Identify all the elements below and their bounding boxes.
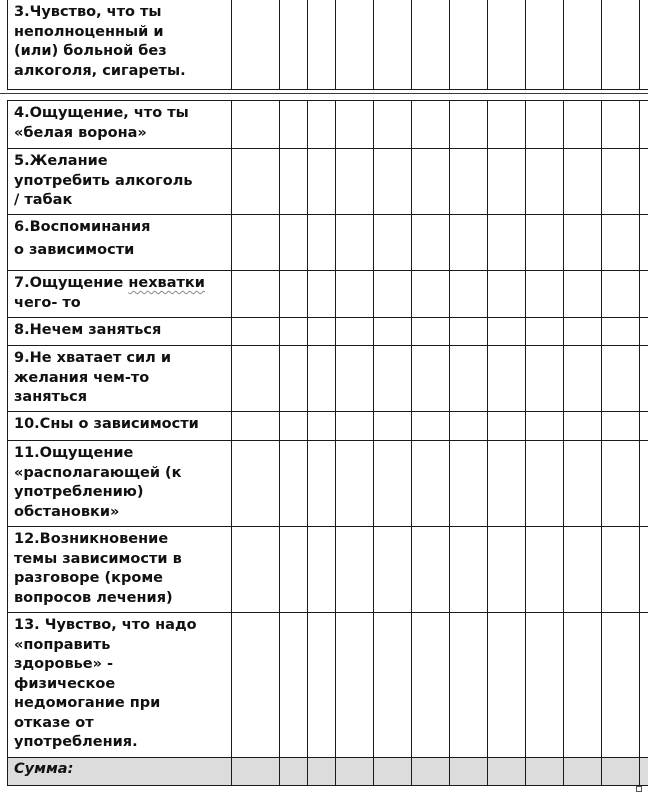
score-cell[interactable]	[640, 412, 648, 441]
score-cell[interactable]	[526, 613, 564, 758]
score-cell[interactable]	[450, 441, 488, 527]
table-row	[8, 271, 648, 318]
score-cell[interactable]	[640, 215, 648, 271]
sum-cell[interactable]	[450, 758, 488, 786]
score-cell[interactable]	[450, 215, 488, 271]
score-cell[interactable]	[336, 613, 374, 758]
score-cell[interactable]	[374, 215, 412, 271]
score-cell[interactable]	[308, 318, 336, 346]
score-cell[interactable]	[336, 346, 374, 412]
score-cell[interactable]	[280, 215, 308, 271]
score-cell[interactable]	[526, 149, 564, 215]
score-cell[interactable]	[602, 346, 640, 412]
spellcheck-flagged-word: нехватки	[128, 275, 205, 291]
score-cell[interactable]	[640, 346, 648, 412]
score-cell[interactable]	[564, 271, 602, 318]
score-cell[interactable]	[232, 527, 280, 613]
sum-cell[interactable]	[374, 758, 412, 786]
score-cell[interactable]	[526, 271, 564, 318]
sum-cell[interactable]	[280, 758, 308, 786]
score-cell[interactable]	[564, 441, 602, 527]
score-cell[interactable]	[412, 149, 450, 215]
score-cell[interactable]	[602, 215, 640, 271]
row-label-4: 4.Ощущение, что ты «белая ворона»	[8, 101, 232, 149]
row-label-13: 13. Чувство, что надо «поправить здоровье» - физическое недомогание при отказе от употребления.	[8, 613, 232, 758]
score-table-top	[7, 0, 648, 90]
score-cell[interactable]	[564, 527, 602, 613]
score-cell[interactable]	[412, 441, 450, 527]
row-label-5: 5.Желание употребить алкоголь / табак	[8, 149, 232, 215]
score-cell[interactable]	[308, 346, 336, 412]
score-cell[interactable]	[564, 215, 602, 271]
row-label-11: 11.Ощущение «располагающей (к употреблению) обстановки»	[8, 441, 232, 527]
score-cell[interactable]	[450, 346, 488, 412]
score-cell[interactable]	[336, 412, 374, 441]
score-cell[interactable]	[450, 271, 488, 318]
sum-row	[8, 758, 648, 786]
table-row	[8, 346, 648, 412]
score-cell[interactable]	[280, 412, 308, 441]
score-cell[interactable]	[280, 101, 308, 149]
score-cell[interactable]	[640, 527, 648, 613]
score-cell[interactable]	[526, 318, 564, 346]
row-label-3: 3.Чувство, что ты неполноценный и (или) больной без алкоголя, сигареты.	[8, 0, 232, 90]
sum-cell[interactable]	[308, 758, 336, 786]
score-cell[interactable]	[488, 149, 526, 215]
score-cell[interactable]	[308, 441, 336, 527]
row-label-10: 10.Сны о зависимости	[8, 412, 232, 441]
score-cell[interactable]	[232, 271, 280, 318]
score-cell[interactable]	[488, 271, 526, 318]
score-cell[interactable]	[488, 412, 526, 441]
score-cell[interactable]	[374, 149, 412, 215]
score-cell[interactable]	[450, 613, 488, 758]
sum-cell[interactable]	[640, 758, 648, 786]
score-cell[interactable]	[526, 527, 564, 613]
score-table-main	[7, 100, 648, 786]
table-row	[8, 318, 648, 346]
score-cell[interactable]	[336, 527, 374, 613]
score-cell[interactable]	[564, 412, 602, 441]
score-cell[interactable]	[602, 101, 640, 149]
score-cell[interactable]	[564, 101, 602, 149]
score-cell[interactable]	[308, 412, 336, 441]
score-cell[interactable]	[602, 0, 640, 90]
score-cell[interactable]	[450, 412, 488, 441]
score-cell[interactable]	[308, 101, 336, 149]
score-cell[interactable]	[232, 149, 280, 215]
score-cell[interactable]	[488, 441, 526, 527]
sum-label: Сумма:	[8, 758, 232, 786]
score-cell[interactable]	[602, 613, 640, 758]
score-cell[interactable]	[308, 527, 336, 613]
table-row	[8, 149, 648, 215]
score-cell[interactable]	[232, 441, 280, 527]
score-cell[interactable]	[412, 527, 450, 613]
score-cell[interactable]	[374, 318, 412, 346]
score-cell[interactable]	[412, 412, 450, 441]
score-cell[interactable]	[450, 149, 488, 215]
score-cell[interactable]	[280, 149, 308, 215]
score-cell[interactable]	[602, 527, 640, 613]
table-row	[8, 527, 648, 613]
score-cell[interactable]	[232, 318, 280, 346]
score-cell[interactable]	[602, 149, 640, 215]
score-cell[interactable]	[280, 441, 308, 527]
score-cell[interactable]	[640, 441, 648, 527]
score-cell[interactable]	[602, 318, 640, 346]
score-cell[interactable]	[232, 0, 280, 90]
score-cell[interactable]	[450, 0, 488, 90]
score-cell[interactable]	[280, 318, 308, 346]
score-cell[interactable]	[640, 149, 648, 215]
score-cell[interactable]	[308, 271, 336, 318]
score-cell[interactable]	[488, 527, 526, 613]
score-cell[interactable]	[280, 0, 308, 90]
score-cell[interactable]	[640, 613, 648, 758]
page-break-line	[0, 93, 648, 94]
score-cell[interactable]	[280, 613, 308, 758]
score-cell[interactable]	[526, 412, 564, 441]
score-cell[interactable]	[308, 613, 336, 758]
score-cell[interactable]	[232, 346, 280, 412]
table-row	[8, 101, 648, 149]
score-cell[interactable]	[336, 0, 374, 90]
sum-cell[interactable]	[336, 758, 374, 786]
score-cell[interactable]	[450, 318, 488, 346]
score-cell[interactable]	[412, 101, 450, 149]
table-row	[8, 412, 648, 441]
score-cell[interactable]	[488, 0, 526, 90]
score-cell[interactable]	[374, 527, 412, 613]
row-label-6: 6.Воспоминания о зависимости	[8, 215, 232, 271]
score-cell[interactable]	[308, 149, 336, 215]
sum-cell[interactable]	[602, 758, 640, 786]
score-cell[interactable]	[374, 346, 412, 412]
table-row	[8, 215, 648, 271]
score-cell[interactable]	[488, 613, 526, 758]
score-cell[interactable]	[232, 412, 280, 441]
score-cell[interactable]	[564, 346, 602, 412]
score-cell[interactable]	[336, 101, 374, 149]
table-resize-handle[interactable]	[636, 786, 642, 792]
score-cell[interactable]	[374, 412, 412, 441]
score-cell[interactable]	[412, 613, 450, 758]
score-cell[interactable]	[640, 0, 648, 90]
score-cell[interactable]	[336, 215, 374, 271]
score-cell[interactable]	[602, 271, 640, 318]
score-cell[interactable]	[280, 346, 308, 412]
score-cell[interactable]	[374, 613, 412, 758]
score-cell[interactable]	[412, 346, 450, 412]
score-cell[interactable]	[640, 101, 648, 149]
score-cell[interactable]	[564, 149, 602, 215]
score-cell[interactable]	[336, 441, 374, 527]
table-row	[8, 441, 648, 527]
score-cell[interactable]	[412, 215, 450, 271]
sum-cell[interactable]	[488, 758, 526, 786]
score-cell[interactable]	[336, 318, 374, 346]
score-cell[interactable]	[526, 215, 564, 271]
score-cell[interactable]	[374, 0, 412, 90]
row-label-12: 12.Возникновение темы зависимости в разговоре (кроме вопросов лечения)	[8, 527, 232, 613]
score-cell[interactable]	[488, 346, 526, 412]
score-cell[interactable]	[412, 0, 450, 90]
score-cell[interactable]	[308, 0, 336, 90]
row-label-9: 9.Не хватает сил и желания чем-то заняться	[8, 346, 232, 412]
score-cell[interactable]	[308, 215, 336, 271]
score-cell[interactable]	[450, 101, 488, 149]
score-cell[interactable]	[232, 613, 280, 758]
score-cell[interactable]	[488, 318, 526, 346]
score-cell[interactable]	[488, 215, 526, 271]
score-cell[interactable]	[412, 318, 450, 346]
table-row	[8, 0, 648, 90]
score-cell[interactable]	[564, 613, 602, 758]
row-label-8: 8.Нечем заняться	[8, 318, 232, 346]
score-cell[interactable]	[564, 0, 602, 90]
score-cell[interactable]	[412, 271, 450, 318]
sum-cell[interactable]	[564, 758, 602, 786]
score-cell[interactable]	[564, 318, 602, 346]
score-cell[interactable]	[280, 271, 308, 318]
score-cell[interactable]	[336, 271, 374, 318]
score-cell[interactable]	[602, 441, 640, 527]
score-cell[interactable]	[280, 527, 308, 613]
score-cell[interactable]	[526, 346, 564, 412]
row-label-7-text: 7.Ощущение нехватки чего- то	[14, 275, 205, 311]
score-cell[interactable]	[450, 527, 488, 613]
row-label-7	[8, 271, 232, 318]
score-cell[interactable]	[526, 0, 564, 90]
score-cell[interactable]	[374, 441, 412, 527]
score-cell[interactable]	[232, 101, 280, 149]
score-cell[interactable]	[232, 215, 280, 271]
sum-cell[interactable]	[232, 758, 280, 786]
score-cell[interactable]	[640, 271, 648, 318]
score-cell[interactable]	[488, 101, 526, 149]
score-cell[interactable]	[374, 271, 412, 318]
score-cell[interactable]	[374, 101, 412, 149]
score-cell[interactable]	[640, 318, 648, 346]
score-cell[interactable]	[526, 101, 564, 149]
sum-cell[interactable]	[526, 758, 564, 786]
score-cell[interactable]	[526, 441, 564, 527]
sum-cell[interactable]	[412, 758, 450, 786]
score-cell[interactable]	[602, 412, 640, 441]
score-cell[interactable]	[336, 149, 374, 215]
table-row	[8, 613, 648, 758]
